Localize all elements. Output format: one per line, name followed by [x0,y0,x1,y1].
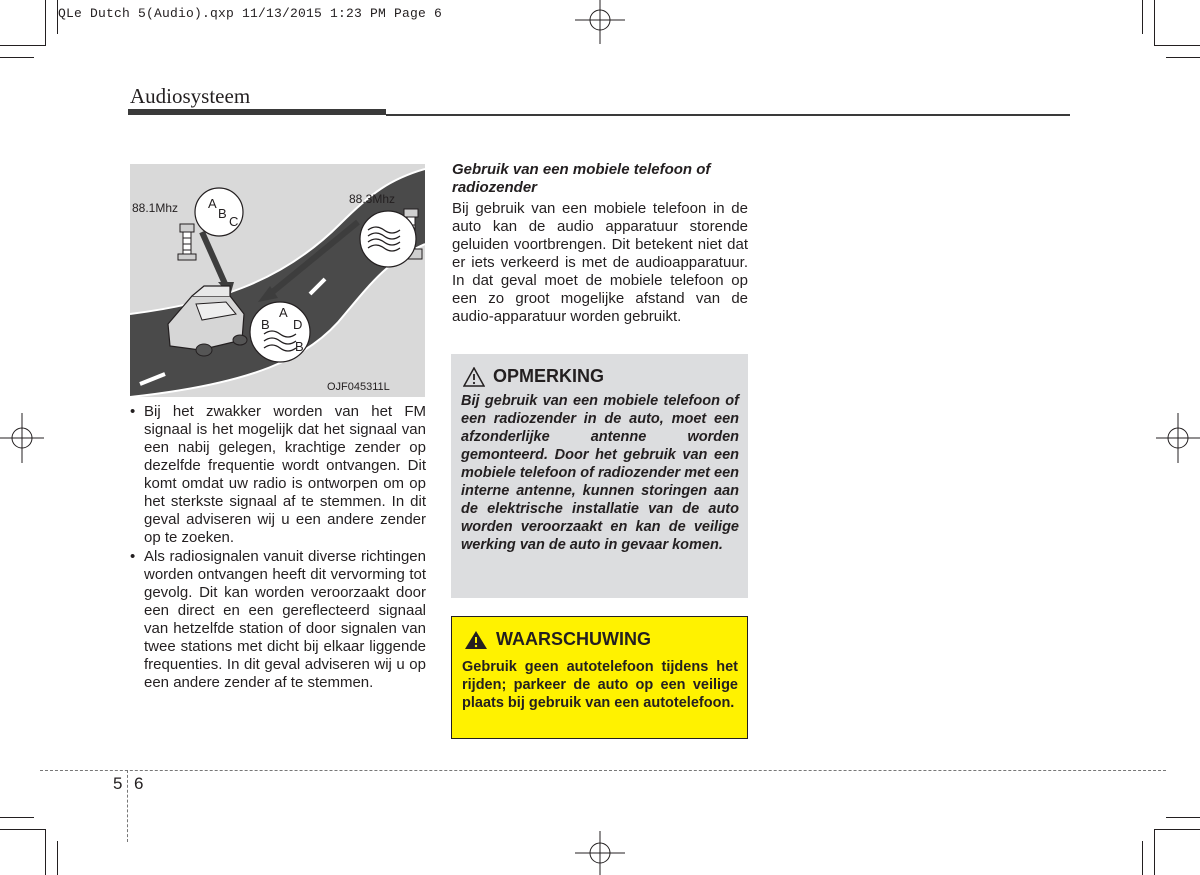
print-slug: QLe Dutch 5(Audio).qxp 11/13/2015 1:23 PM Page 6 [58,6,443,21]
header-rule-thin [386,114,1070,116]
bullet-item [128,548,426,692]
svg-text:B: B [261,317,270,332]
crop-mark [1154,829,1200,830]
bullet-text: Als radiosignalen vanuit diverse richtingen worden ontvangen heeft dit vervorming tot gevolg. Dit kan worden veroorzaakt door een direct en een gereflecteerd signaal van hetzelfde station of door signalen van twee stations met dicht bij elkaar liggende frequenties. In dit geval adviseren wij u op een andere zender af te stemmen. [144,548,426,691]
svg-text:D: D [293,317,303,332]
crop-mark [1142,841,1143,875]
registration-mark-top [575,0,625,44]
frequency-label-left: 88.1Mhz [132,201,179,215]
bubble-letter-b: B [218,206,227,221]
bullet-item [128,403,426,547]
registration-mark-right [1156,413,1200,463]
svg-text:A: A [279,305,288,320]
notice-title: OPMERKING [493,366,605,386]
warning-header [464,629,651,650]
body-paragraph: Bij gebruik van een mobiele telefoon in de auto kan de audio apparatuur storende geluiden voortbrengen. Dit betekent niet dat er iets verkeerd is met de audioapparatuur. In dat geval moet de mobiele telefoon op een zo groot mogelijke afstand van de audio-apparatuur worden gebruikt. [452,200,748,325]
subheading: Gebruik van een mobiele telefoon of radiozender [452,161,711,196]
warning-box [451,616,748,739]
crop-mark [1154,0,1155,46]
notice-box [451,354,748,598]
crop-mark [1154,45,1200,46]
crop-mark [0,829,46,830]
section-title: Audiosysteem [130,84,251,108]
bubble-letter-a: A [208,196,217,211]
crop-mark [45,0,46,46]
page-number: 6 [134,774,144,793]
footer-dashed-divider [127,770,128,842]
svg-text:B: B [295,339,304,354]
caution-triangle-outline-icon [463,367,485,387]
warning-text: Gebruik geen autotelefoon tijdens het rijden; parkeer de auto op een veilige plaats bij gebruik van een autotelefoon. [462,659,738,711]
crop-mark [1166,57,1200,58]
crop-mark [0,45,46,46]
bullet-list [128,403,426,693]
warning-title: WAARSCHUWING [496,629,651,649]
crop-mark [0,57,34,58]
bullet-symbol: • [130,548,136,565]
crop-mark [1142,0,1143,34]
notice-header [463,366,604,387]
header-rule-thick [128,109,386,115]
radio-signal-illustration [130,164,425,397]
crop-mark [45,829,46,875]
crop-mark [57,841,58,875]
crop-mark [0,817,34,818]
frequency-label-right: 88.3Mhz [349,192,396,206]
registration-mark-bottom [575,831,625,875]
figure-code: OJF045311L [327,381,390,393]
registration-mark-left [0,413,44,463]
chapter-number: 5 [113,774,123,793]
bubble-letter-c: C [229,214,239,229]
warning-triangle-filled-icon [464,630,488,650]
crop-mark [1166,817,1200,818]
bullet-text: Bij het zwakker worden van het FM signaal is het mogelijk dat het signaal van een nabij gelegen, krachtige zender op dezelfde frequentie wordt ontvangen. Dit komt omdat uw radio is ontworpen om op het sterkste signaal af te stemmen. In dit geval adviseren wij u een andere zender op te zoeken. [144,403,426,546]
crop-mark [1154,829,1155,875]
bullet-symbol: • [130,403,136,420]
notice-text: Bij gebruik van een mobiele telefoon of een radiozender in de auto, moet een afzonderlijke antenne worden gemonteerd. Door het gebruik van een mobiele telefoon of radiozender met een interne antenne, kunnen storingen aan de elektrische installatie van de auto worden veroorzaakt en kan de veilige werking van de auto in gevaar komen. [461,393,739,553]
footer-dashed-rule [40,770,1166,771]
